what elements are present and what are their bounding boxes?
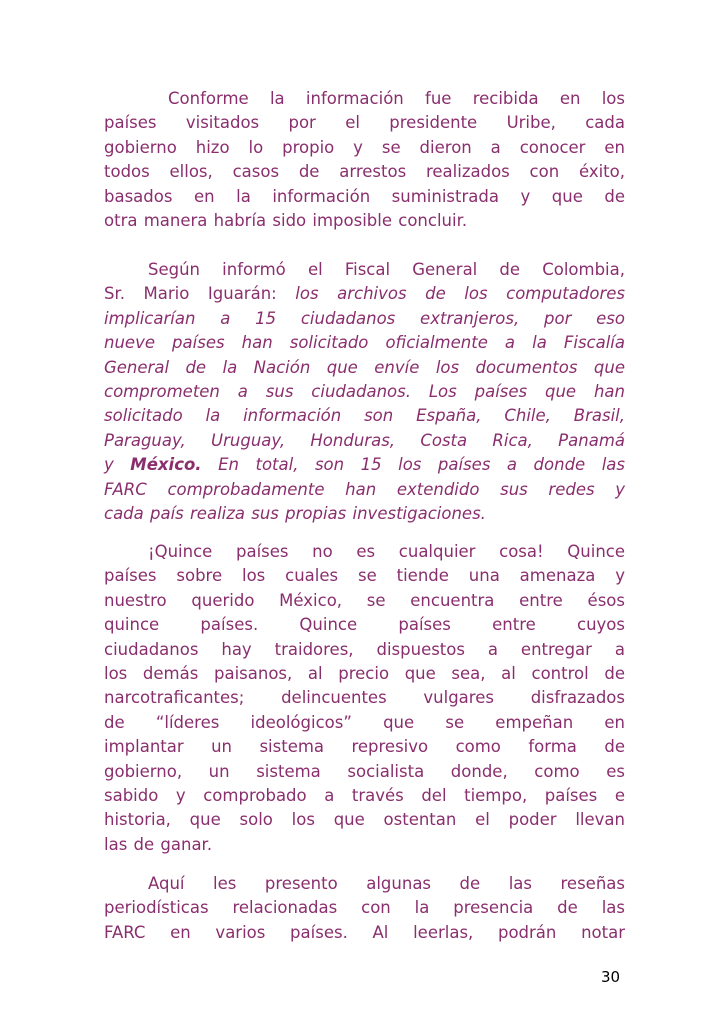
paragraph-line: narcotraficantes; delincuentes vulgares disfrazados: [104, 688, 625, 708]
paragraph-line: de “líderes ideológicos” que se empeñan en: [104, 712, 625, 732]
line-segment: En total, son 15 los países a donde las: [201, 455, 625, 475]
paragraph-line: ¡Quince países no es cualquier cosa! Quince: [148, 542, 625, 561]
paragraph-2: [104, 258, 625, 526]
paragraph-line: países visitados por el presidente Uribe, cada: [104, 113, 625, 133]
paragraph-3: [104, 540, 625, 857]
paragraph-4: [104, 872, 625, 945]
quote-line: implicarían a 15 ciudadanos extranjeros, por eso: [104, 308, 625, 328]
line-plain-segment: Sr. Mario Iguarán:: [104, 284, 296, 304]
paragraph-line: historia, que solo los que ostentan el poder llevan: [104, 810, 625, 830]
paragraph-line: otra manera habría sido imposible concluir.: [104, 210, 468, 230]
paragraph-line: gobierno, un sistema socialista donde, como es: [104, 761, 625, 781]
quote-line: solicitado la información son España, Chile, Brasil,: [104, 406, 625, 426]
page-number: 30: [601, 968, 621, 986]
paragraph-line: quince países. Quince países entre cuyos: [104, 615, 625, 635]
paragraph-line: Conforme la información fue recibida en los: [168, 89, 625, 108]
bold-country-name: México.: [130, 455, 202, 475]
paragraph-line: basados en la información suministrada y que de: [104, 186, 625, 206]
paragraph-line: todos ellos, casos de arrestos realizados con éxito,: [104, 162, 625, 182]
paragraph-line: [104, 282, 625, 306]
paragraph-line: nuestro querido México, se encuentra entre ésos: [104, 590, 625, 610]
paragraph-line: implantar un sistema represivo como forma de: [104, 737, 625, 757]
paragraph-line: ciudadanos hay traidores, dispuestos a entregar a: [104, 639, 625, 659]
quote-line: nueve países han solicitado oficialmente a la Fiscalía: [104, 333, 625, 353]
quote-line: Paraguay, Uruguay, Honduras, Costa Rica, Panamá: [104, 430, 625, 450]
paragraph-line: Aquí les presento algunas de las reseñas: [148, 874, 625, 893]
paragraph-line: FARC en varios países. Al leerlas, podrán notar: [104, 922, 625, 942]
paragraph-line: sabido y comprobado a través del tiempo, países e: [104, 785, 625, 805]
paragraph-1: [104, 87, 625, 233]
quote-line: General de la Nación que envíe los documentos que: [104, 357, 625, 377]
paragraph-line: gobierno hizo lo propio y se dieron a conocer en: [104, 137, 625, 157]
paragraph-line: periodísticas relacionadas con la presencia de las: [104, 898, 625, 918]
paragraph-line: Según informó el Fiscal General de Colombia,: [148, 260, 625, 279]
quote-line: [104, 453, 625, 477]
paragraph-line: los demás paisanos, al precio que sea, al control de: [104, 663, 625, 683]
quote-line: comprometen a sus ciudadanos. Los países que han: [104, 381, 625, 401]
line-italic-segment: los archivos de los computadores: [295, 284, 625, 304]
quote-line: cada país realiza sus propias investigaciones.: [104, 503, 486, 523]
line-segment: y: [104, 455, 131, 475]
paragraph-line: países sobre los cuales se tiende una amenaza y: [104, 566, 625, 586]
paragraph-line: las de ganar.: [104, 834, 213, 854]
quote-line: FARC comprobadamente han extendido sus redes y: [104, 479, 625, 499]
